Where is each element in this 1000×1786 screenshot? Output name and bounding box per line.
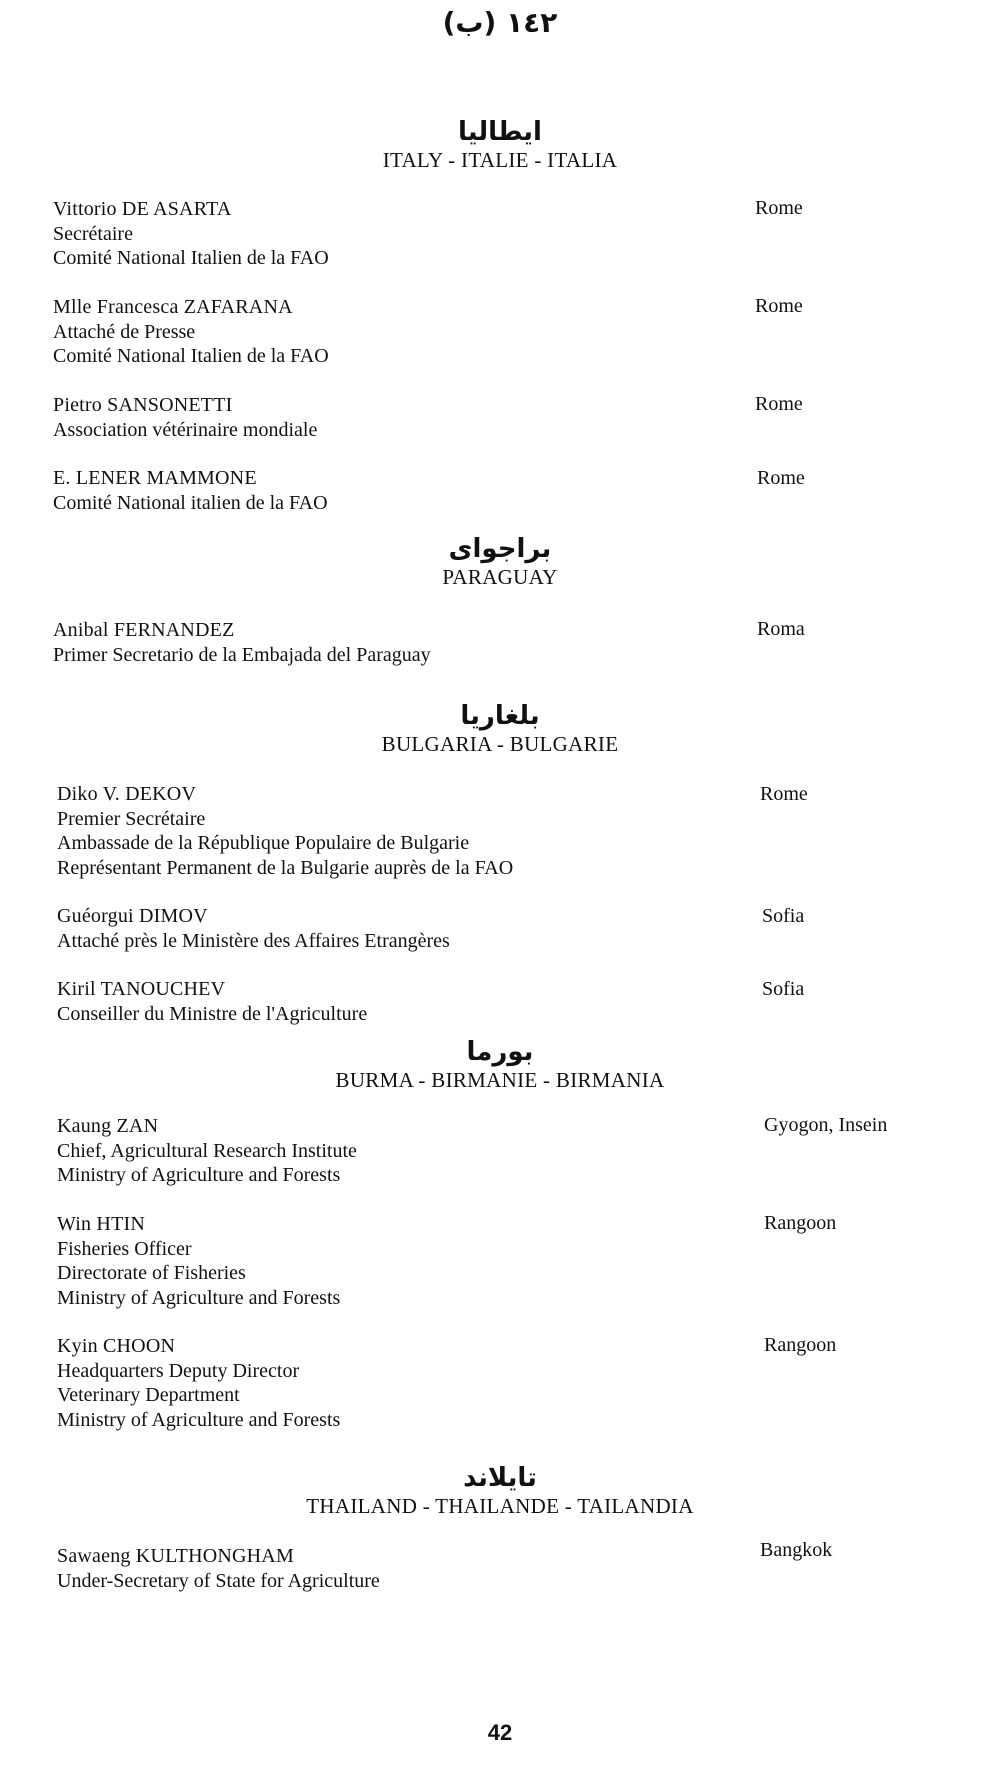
delegate-entry [53,618,431,667]
page-number: 42 [487,1720,513,1745]
delegate-organization: Ambassade de la République Populaire de Bulgarie [57,832,470,854]
delegate-organization: Veterinary Department [57,1384,240,1406]
section-heading-italy [0,116,1000,172]
delegate-entry [53,197,329,271]
delegate-name: Mlle Francesca ZAFARANA [53,296,293,318]
delegate-city: Gyogon, Insein [764,1114,888,1136]
delegate-entry [53,393,317,442]
delegate-title: Secrétaire [53,222,133,245]
delegate-entry [57,977,367,1026]
delegate-city: Bangkok [760,1539,833,1561]
section-heading-bulgaria [0,700,1000,756]
delegate-entry [57,1212,340,1310]
delegate-ministry: Ministry of Agriculture and Forests [57,1286,341,1309]
delegate-name: Win HTIN [57,1213,145,1235]
delegate-city: Rome [755,295,803,317]
delegate-name: Diko V. DEKOV [57,783,197,805]
section-arabic-title: تايلاند [463,1463,537,1493]
section-title: PARAGUAY [442,565,558,589]
delegate-entry [57,1334,340,1432]
delegate-organization: Directorate of Fisheries [57,1262,246,1284]
delegate-organization: Association vétérinaire mondiale [53,418,318,441]
delegate-name: Pietro SANSONETTI [53,394,233,416]
delegate-name: E. LENER MAMMONE [53,467,257,489]
delegate-city: Roma [757,618,805,640]
delegate-entry [53,466,328,515]
section-title: ITALY - ITALIE - ITALIA [382,148,618,172]
delegate-title: Attaché de Presse [53,320,196,343]
delegate-city: Rome [760,783,808,805]
delegate-entry [53,295,329,369]
delegate-name: Guéorgui DIMOV [57,905,208,927]
delegate-title: Primer Secretario de la Embajada del Paraguay [53,643,431,666]
delegate-entry [57,1544,380,1593]
delegate-organization: Ministry of Agriculture and Forests [57,1164,341,1186]
section-arabic-title: بورما [466,1037,534,1067]
delegate-city: Sofia [762,978,805,1000]
delegate-city: Rangoon [764,1212,837,1234]
delegate-title: Under-Secretary of State for Agriculture [57,1569,380,1592]
delegate-entry [57,904,450,953]
delegate-name: Anibal FERNANDEZ [53,619,235,641]
delegate-organization: Comité National Italien de la FAO [53,247,329,269]
delegate-title: Chief, Agricultural Research Institute [57,1139,357,1162]
delegate-city: Sofia [762,905,805,927]
section-heading-paraguay [0,533,1000,589]
section-title: THAILAND - THAILANDE - TAILANDIA [306,1494,694,1518]
section-arabic-title: بلغاريا [460,701,540,731]
delegate-name: Sawaeng KULTHONGHAM [57,1545,294,1567]
delegate-entry [57,1114,357,1188]
delegate-title: Fisheries Officer [57,1237,192,1260]
section-title: BULGARIA - BULGARIE [381,732,619,756]
delegate-title: Headquarters Deputy Director [57,1359,300,1382]
page-header: ١٤٢ (ب) [442,6,558,39]
delegate-city: Rome [757,467,805,489]
delegate-title: Premier Secrétaire [57,807,206,830]
delegate-ministry: Ministry of Agriculture and Forests [57,1408,341,1431]
delegate-name: Vittorio DE ASARTA [53,198,232,220]
section-heading-thailand [0,1462,1000,1518]
section-arabic-title: براجواى [448,534,552,564]
section-title: BURMA - BIRMANIE - BIRMANIA [335,1068,665,1092]
delegate-name: Kiril TANOUCHEV [57,978,226,1000]
delegate-name: Kyin CHOON [57,1335,176,1357]
section-arabic-title: ايطاليا [458,117,542,147]
delegate-name: Kaung ZAN [57,1115,159,1137]
delegate-city: Rome [755,197,803,219]
delegate-title: Attaché près le Ministère des Affaires Etrangères [57,929,450,952]
delegate-city: Rangoon [764,1334,837,1356]
delegate-title: Conseiller du Ministre de l'Agriculture [57,1002,368,1025]
delegate-organization: Comité National Italien de la FAO [53,345,329,367]
section-heading-burma [0,1036,1000,1092]
delegate-role: Représentant Permanent de la Bulgarie auprès de la FAO [57,856,514,879]
delegate-entry [57,782,513,880]
delegate-city: Rome [755,393,803,415]
delegate-organization: Comité National italien de la FAO [53,491,328,514]
